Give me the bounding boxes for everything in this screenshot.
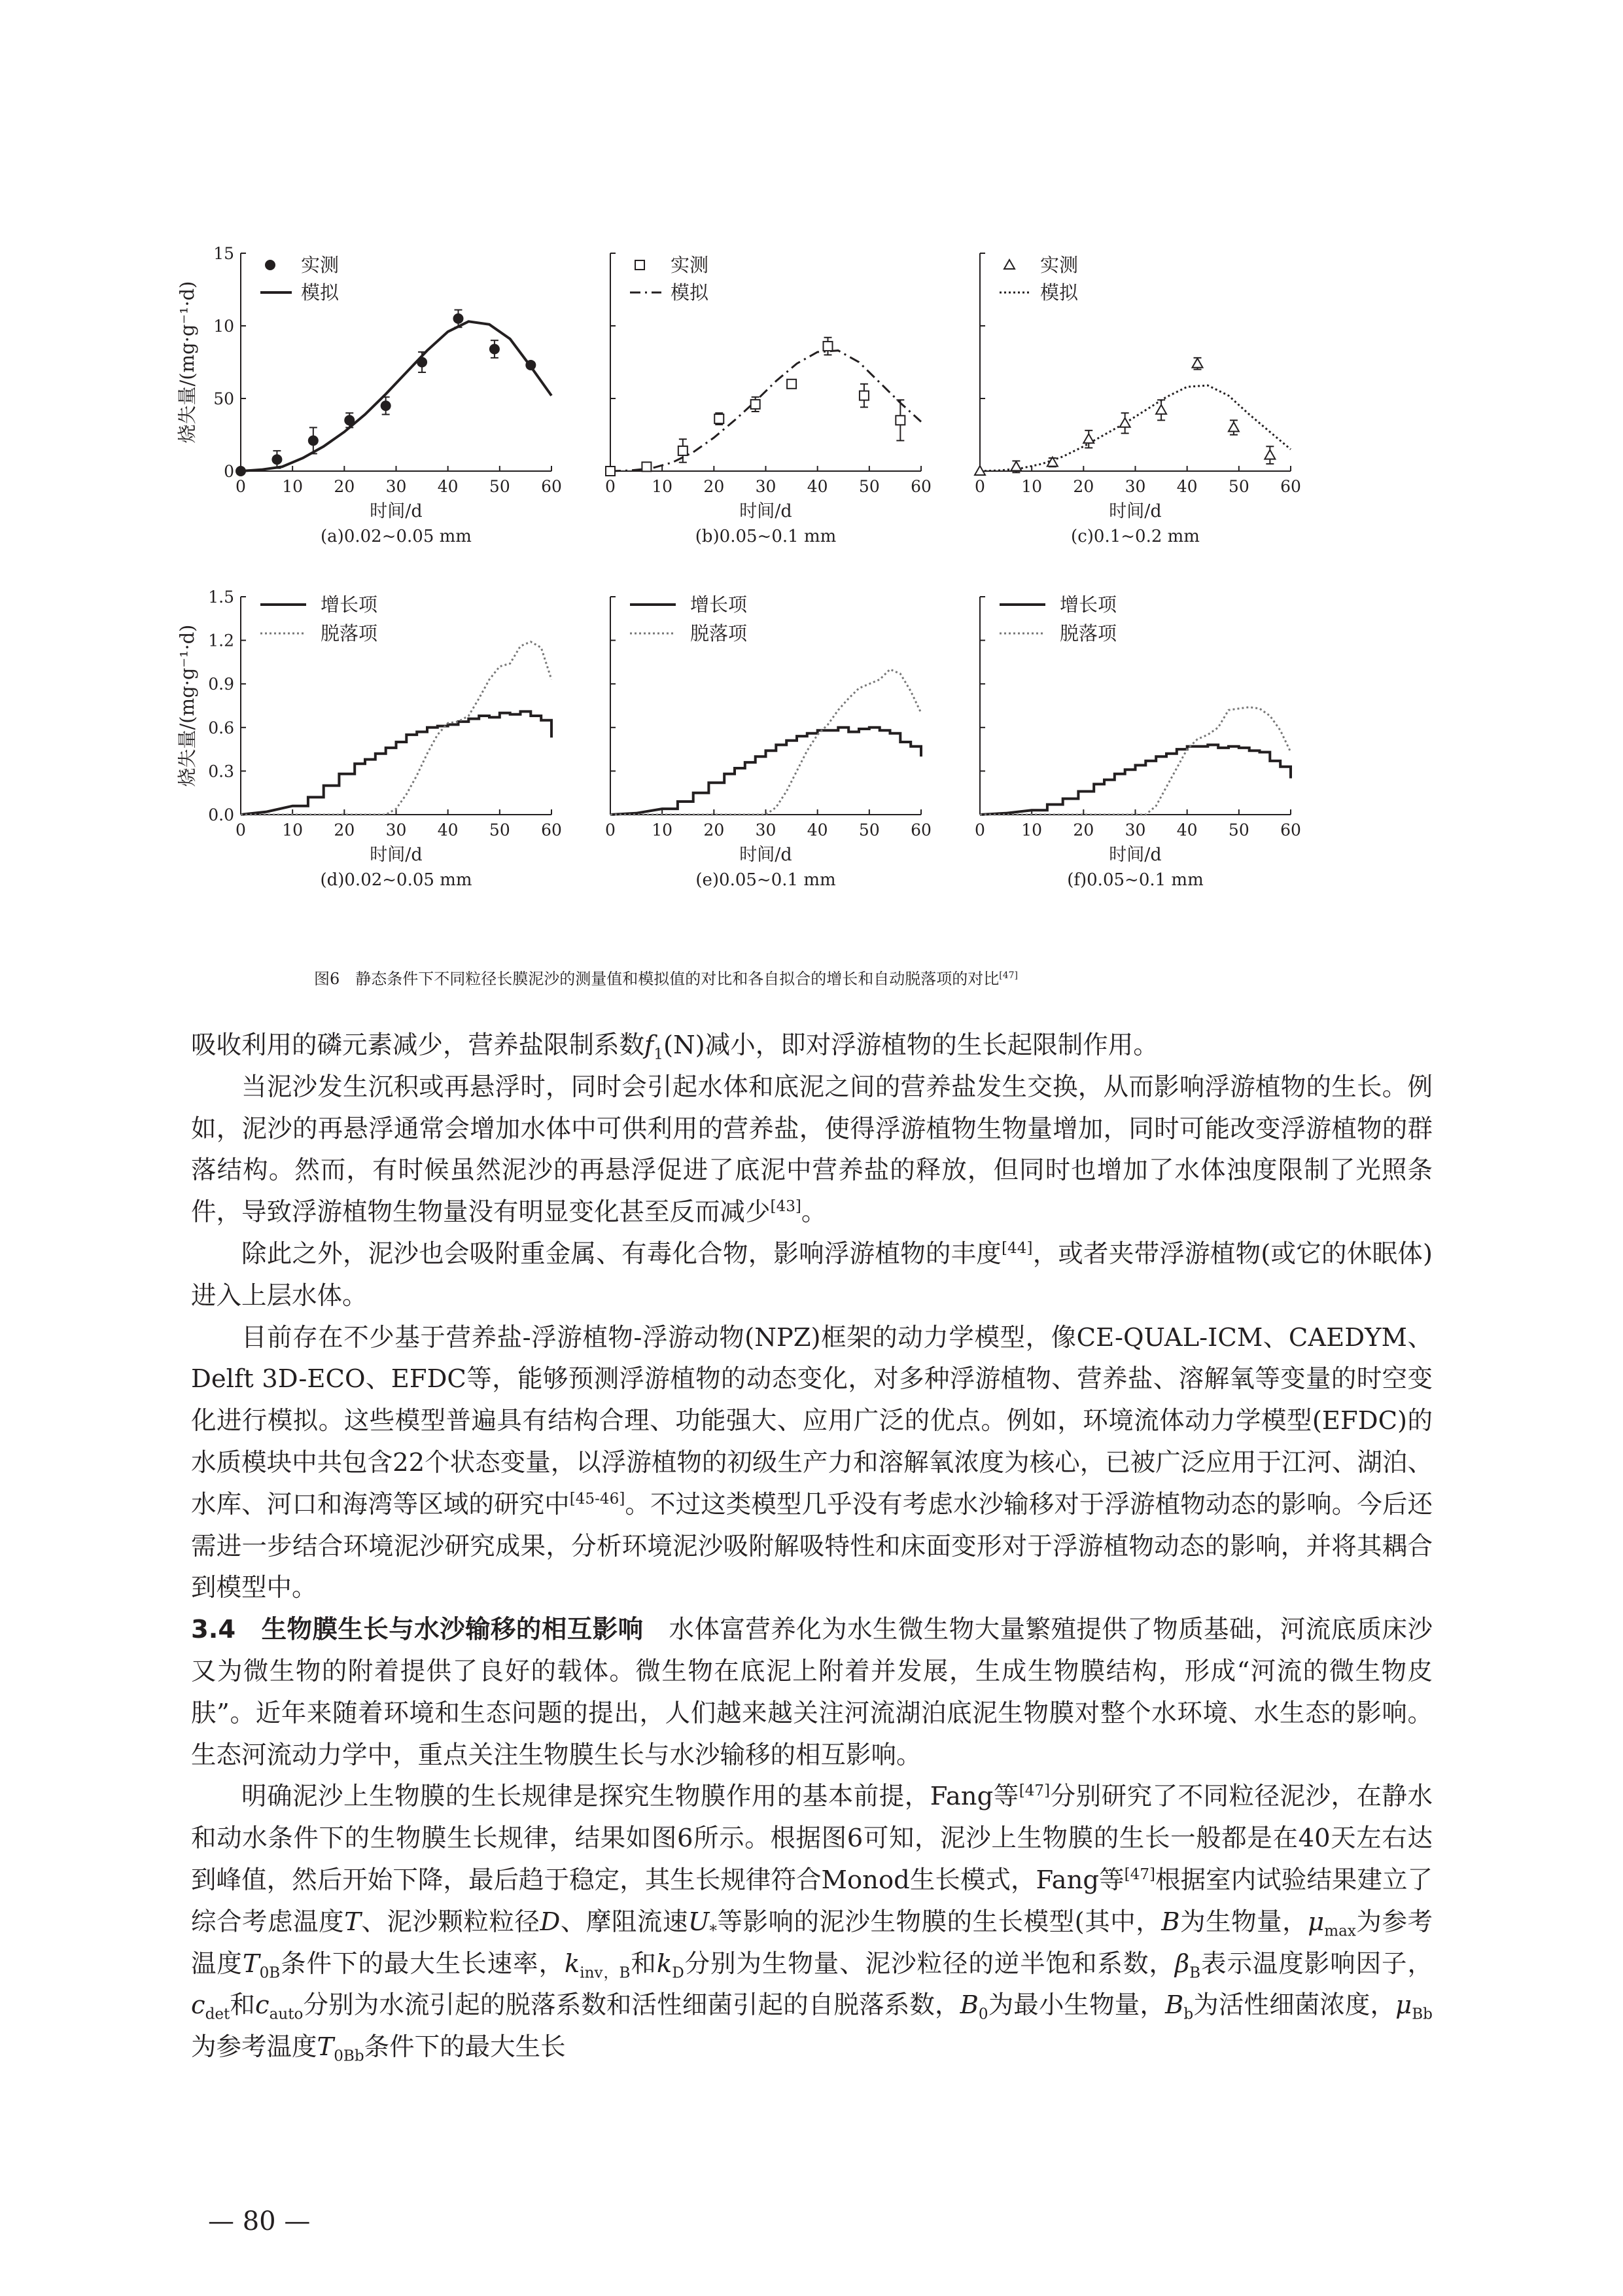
legend-label-measured: 实测 — [301, 254, 340, 276]
body-text — [191, 1025, 1433, 2068]
paragraph-6 — [191, 1776, 1433, 2068]
p6-q: 为参考温度 — [191, 2032, 317, 2062]
x-tick-label: 10 — [652, 477, 673, 496]
x-tick-label: 50 — [858, 821, 880, 839]
x-tick-label: 10 — [1021, 821, 1043, 839]
p6-U: U — [688, 1907, 710, 1937]
chart-svg-f — [955, 576, 1413, 916]
p4-ref[interactable]: [45-46] — [569, 1490, 625, 1508]
panel-caption: (e)0.05~0.1 mm — [695, 870, 836, 890]
paragraph-2 — [191, 1067, 1433, 1233]
legend-label-model: 模拟 — [671, 281, 709, 304]
p6-B: B — [1161, 1907, 1180, 1937]
x-tick-label: 0 — [605, 821, 616, 839]
x-tick-label: 40 — [437, 477, 459, 496]
data-point — [344, 415, 355, 425]
x-tick-label: 20 — [703, 477, 725, 496]
panel-caption: (d)0.02~0.05 mm — [320, 870, 472, 890]
p6-B0: B — [960, 1990, 979, 2021]
legend-marker — [635, 260, 644, 270]
x-tick-label: 60 — [541, 477, 562, 496]
section-3-4 — [191, 1609, 1433, 1776]
p6-c2-sub: auto — [269, 2006, 304, 2024]
p6-f: 等影响的泥沙生物膜的生长模型(其中， — [716, 1907, 1162, 1937]
p6-mub: μ — [1395, 1990, 1412, 2021]
p6-k2: k — [656, 1949, 672, 1979]
paragraph-3 — [191, 1233, 1433, 1317]
data-point — [489, 344, 500, 355]
x-tick-label: 50 — [489, 477, 510, 496]
p1-text-b: (N)减小，即对浮游植物的生长起限制作用。 — [663, 1031, 1159, 1060]
x-tick-label: 60 — [541, 821, 562, 839]
growth-series-line — [980, 745, 1291, 815]
growth-series-line — [610, 728, 921, 815]
x-tick-label: 0 — [975, 821, 985, 839]
p6-e: 、摩阻流速 — [560, 1907, 688, 1937]
p6-T0Bb: T — [317, 2032, 334, 2062]
data-point — [381, 400, 391, 411]
x-tick-label: 50 — [1228, 821, 1249, 839]
growth-series-line — [241, 711, 551, 815]
panel-caption: (f)0.05~0.1 mm — [1067, 870, 1204, 890]
x-tick-label: 0 — [605, 477, 616, 496]
panel-caption: (b)0.05~0.1 mm — [695, 527, 837, 546]
x-tick-label: 50 — [858, 477, 880, 496]
p6-a: 明确泥沙上生物膜的生长规律是探究生物膜作用的基本前提，Fang等 — [241, 1782, 1019, 1812]
p3-ref[interactable]: [44] — [1002, 1240, 1033, 1258]
data-point — [1011, 461, 1021, 470]
legend-label-growth: 增长项 — [690, 593, 748, 616]
data-point — [1265, 450, 1275, 459]
p6-D: D — [540, 1907, 561, 1937]
data-point — [787, 380, 796, 389]
p6-k2-sub: D — [672, 1964, 684, 1982]
x-tick-label: 60 — [1280, 477, 1301, 496]
p6-Bb: B — [1165, 1990, 1184, 2021]
x-tick-label: 50 — [1228, 477, 1249, 496]
y-tick-label: 10 — [213, 317, 234, 336]
data-point — [417, 357, 427, 368]
p2-text-a: 当泥沙发生沉积或再悬浮时，同时会引起水体和底泥之间的营养盐发生交换，从而影响浮游植物的生长。例如，泥沙的再悬浮通常会增加水体中可供利用的营养盐，使得浮游植物生物量增加，同时可能改变浮游植物的群落结构。然而，有时候虽然泥沙的再悬浮促进了底泥中营养盐的释放，但同时也增加了水体浊度限制了光照条件，导致浮游植物生物量没有明显变化甚至反而减少 — [191, 1072, 1433, 1227]
p6-c2: c — [255, 1990, 270, 2021]
panel-caption: (c)0.1~0.2 mm — [1071, 527, 1200, 546]
x-tick-label: 20 — [1073, 477, 1094, 496]
x-tick-label: 0 — [236, 821, 246, 839]
x-tick-label: 10 — [282, 477, 304, 496]
detachment-series-line — [241, 642, 551, 815]
p6-T0B: T — [242, 1949, 260, 1979]
figure-caption-ref: [47] — [999, 970, 1019, 981]
y-tick-label: 0.0 — [208, 805, 234, 824]
p6-mu: μ — [1308, 1907, 1325, 1937]
p6-o: 为最小生物量， — [988, 1990, 1166, 2021]
data-point — [308, 435, 319, 446]
data-point — [606, 467, 615, 476]
p4-text-a: 目前存在不少基于营养盐-浮游植物-浮游动物(NPZ)框架的动力学模型，像CE-QUAL-ICM、CAEDYM、Delft 3D-ECO、EFDC等，能够预测浮游植物的动态变化，对多种浮游植物、营养盐、溶解氧等变量的时空变化进行模拟。这些模型普遍具有结构合理、功能强大、应用广泛的优点。例如，环境流体动力学模型(EFDC)的水质模块中共包含22个状态变量，以浮游植物的初级生产力和溶解氧浓度为核心，已被广泛应用于江河、湖泊、水库、河口和海湾等区域的研究中 — [191, 1322, 1433, 1519]
model-line — [241, 321, 551, 471]
data-point — [1120, 418, 1130, 427]
p6-T: T — [344, 1907, 361, 1937]
panel-caption: (a)0.02~0.05 mm — [321, 527, 472, 546]
p6-ref-1[interactable]: [47] — [1019, 1782, 1051, 1800]
x-tick-label: 60 — [911, 477, 932, 496]
figure-caption-text: 静态条件下不同粒径长膜泥沙的测量值和模拟值的对比和各自拟合的增长和自动脱落项的对比 — [355, 970, 1000, 988]
data-point — [860, 391, 869, 400]
data-point — [1229, 422, 1239, 431]
p6-n: 分别为水流引起的脱落系数和活性细菌引起的自脱落系数， — [303, 1990, 960, 2021]
p3-text-a: 除此之外，泥沙也会吸附重金属、有毒化合物，影响浮游植物的丰度 — [241, 1239, 1002, 1269]
data-point — [678, 446, 688, 455]
legend-label-measured: 实测 — [671, 254, 709, 276]
data-point — [1156, 405, 1166, 414]
p6-l: 表示温度影响因子， — [1200, 1949, 1433, 1979]
paragraph-4 — [191, 1317, 1433, 1610]
p6-j: 和 — [630, 1949, 657, 1979]
legend-label-model: 模拟 — [301, 281, 340, 304]
x-tick-label: 40 — [807, 821, 828, 839]
y-tick-label: 1.2 — [208, 631, 234, 650]
data-point — [1193, 359, 1203, 368]
x-tick-label: 10 — [1021, 477, 1043, 496]
x-tick-label: 30 — [755, 821, 777, 839]
p6-k1-sub: inv，B — [580, 1964, 631, 1982]
p6-U-sub: * — [709, 1922, 717, 1940]
p6-k1: k — [564, 1949, 580, 1979]
y-tick-label: 0.6 — [208, 718, 234, 737]
x-tick-label: 40 — [437, 821, 459, 839]
x-tick-label: 40 — [1176, 477, 1198, 496]
p6-i: 条件下的最大生长速率， — [280, 1949, 565, 1979]
x-tick-label: 0 — [975, 477, 985, 496]
p1-f-sub: 1 — [654, 1046, 663, 1063]
paragraph-1 — [191, 1025, 1433, 1067]
x-tick-label: 30 — [1125, 821, 1146, 839]
y-tick-label: 1.5 — [208, 588, 234, 607]
p6-T0B-sub: 0B — [259, 1964, 281, 1982]
model-line — [610, 351, 921, 471]
p6-d: 、泥沙颗粒粒径 — [360, 1907, 540, 1937]
p6-mub-sub: Bb — [1412, 2006, 1433, 2024]
p6-h: 为参考温度 — [191, 1907, 1433, 1979]
section-number: 3.4 — [191, 1615, 236, 1645]
p6-c1: c — [191, 1990, 205, 2021]
y-tick-label: 0.9 — [208, 675, 234, 694]
legend-marker — [1004, 260, 1015, 269]
data-point — [714, 414, 724, 423]
x-tick-label: 40 — [1176, 821, 1198, 839]
x-axis-label: 时间/d — [739, 501, 792, 521]
x-tick-label: 0 — [236, 477, 246, 496]
x-tick-label: 30 — [385, 477, 407, 496]
x-tick-label: 30 — [385, 821, 407, 839]
x-axis-label: 时间/d — [1109, 845, 1162, 865]
legend-label-detach: 脱落项 — [321, 622, 378, 645]
legend-label-detach: 脱落项 — [1060, 622, 1117, 645]
data-point — [271, 454, 282, 465]
detachment-series-line — [980, 707, 1291, 815]
y-tick-label: 0.3 — [208, 762, 234, 781]
detachment-series-line — [610, 669, 921, 815]
y-tick-label: 15 — [213, 244, 234, 263]
figure-caption — [314, 966, 1335, 989]
p6-g: 为生物量， — [1179, 1907, 1308, 1937]
p6-k: 分别为生物量、泥沙粒径的逆半饱和系数， — [684, 1949, 1175, 1979]
legend-label-growth: 增长项 — [1060, 593, 1117, 616]
x-axis-label: 时间/d — [370, 501, 423, 521]
data-point — [236, 466, 246, 476]
chart-svg-c — [955, 232, 1413, 573]
data-point — [1083, 434, 1094, 443]
x-tick-label: 50 — [489, 821, 510, 839]
p6-Bb-sub: b — [1183, 2006, 1194, 2024]
y-axis-label: 烧失量/(mg·g⁻¹·d) — [176, 624, 198, 787]
x-tick-label: 60 — [1280, 821, 1301, 839]
chart-panel-f — [955, 576, 1413, 916]
y-tick-label: 0 — [224, 462, 234, 481]
data-point — [642, 462, 651, 471]
chart-panel-c — [955, 232, 1413, 573]
p1-text-a: 吸收利用的磷元素减少，营养盐限制系数 — [191, 1031, 645, 1060]
data-point — [525, 360, 536, 370]
p6-B0-sub: 0 — [978, 2006, 988, 2024]
y-tick-label: 50 — [213, 389, 234, 408]
x-tick-label: 10 — [652, 821, 673, 839]
legend-marker — [265, 260, 275, 270]
data-point — [824, 342, 833, 351]
x-tick-label: 20 — [703, 821, 725, 839]
legend-label-measured: 实测 — [1040, 254, 1079, 276]
x-tick-label: 20 — [334, 821, 355, 839]
p6-p: 为活性细菌浓度， — [1193, 1990, 1396, 2021]
x-tick-label: 20 — [334, 477, 355, 496]
x-axis-label: 时间/d — [370, 845, 423, 865]
data-point — [896, 415, 905, 425]
x-axis-label: 时间/d — [1109, 501, 1162, 521]
p6-r: 条件下的最大生长 — [364, 2032, 566, 2062]
p6-T0Bb-sub: 0Bb — [334, 2047, 364, 2065]
x-tick-label: 20 — [1073, 821, 1094, 839]
legend-label-detach: 脱落项 — [690, 622, 748, 645]
section-title: 生物膜生长与水沙输移的相互影响 — [261, 1615, 644, 1645]
x-tick-label: 40 — [807, 477, 828, 496]
data-point — [453, 313, 464, 324]
page-number: — 80 — — [208, 2206, 311, 2236]
p6-m: 和 — [230, 1990, 256, 2021]
figure-caption-prefix: 图6 — [314, 970, 340, 988]
p6-c1-sub: det — [205, 2006, 230, 2024]
x-tick-label: 10 — [282, 821, 304, 839]
p6-beta-sub: B — [1189, 1964, 1201, 1982]
p6-beta: β — [1174, 1949, 1190, 1979]
x-tick-label: 30 — [755, 477, 777, 496]
y-axis-label: 烧失量/(mg·g⁻¹·d) — [176, 281, 198, 444]
p3-text-b: ，或者夹带浮游植物(或它的休眠体)进入上层水体。 — [191, 1239, 1433, 1311]
p6-ref-2[interactable]: [47] — [1124, 1866, 1156, 1884]
p6-mu-sub: max — [1324, 1922, 1356, 1940]
p2-text-b: 。 — [801, 1197, 827, 1227]
x-tick-label: 30 — [1125, 477, 1146, 496]
model-line — [980, 385, 1291, 471]
p6-c: 根据室内试验结果建立了综合考虑温度 — [191, 1865, 1433, 1937]
section-text: 水体富营养化为水生微生物大量繁殖提供了物质基础，河流底质床沙又为微生物的附着提供了良好的载体。微生物在底泥上附着并发展，生成生物膜结构，形成“河流的微生物皮肤”。近年来随着环境和生态问题的提出，人们越来越关注河流湖泊底泥生物膜对整个水环境、水生态的影响。生态河流动力学中，重点关注生物膜生长与水沙输移的相互影响。 — [191, 1615, 1433, 1770]
p4-text-b: 。不过这类模型几乎没有考虑水沙输移对于浮游植物动态的影响。今后还需进一步结合环境泥沙研究成果，分析环境泥沙吸附解吸特性和床面变形对于浮游植物动态的影响，并将其耦合到模型中。 — [191, 1489, 1433, 1603]
legend-label-growth: 增长项 — [321, 593, 378, 616]
x-tick-label: 60 — [911, 821, 932, 839]
p2-ref[interactable]: [43] — [770, 1198, 801, 1216]
p1-f-symbol: f — [644, 1031, 654, 1060]
data-point — [751, 400, 760, 409]
p6-b: 分别研究了不同粒径泥沙，在静水和动水条件下的生物膜生长规律，结果如图6所示。根据图6可知，泥沙上生物膜的生长一般都是在40天左右达到峰值，然后开始下降，最后趋于稳定，其生长规律符合Monod生长模式，Fang等 — [191, 1782, 1433, 1895]
x-axis-label: 时间/d — [739, 845, 792, 865]
legend-label-model: 模拟 — [1040, 281, 1079, 304]
